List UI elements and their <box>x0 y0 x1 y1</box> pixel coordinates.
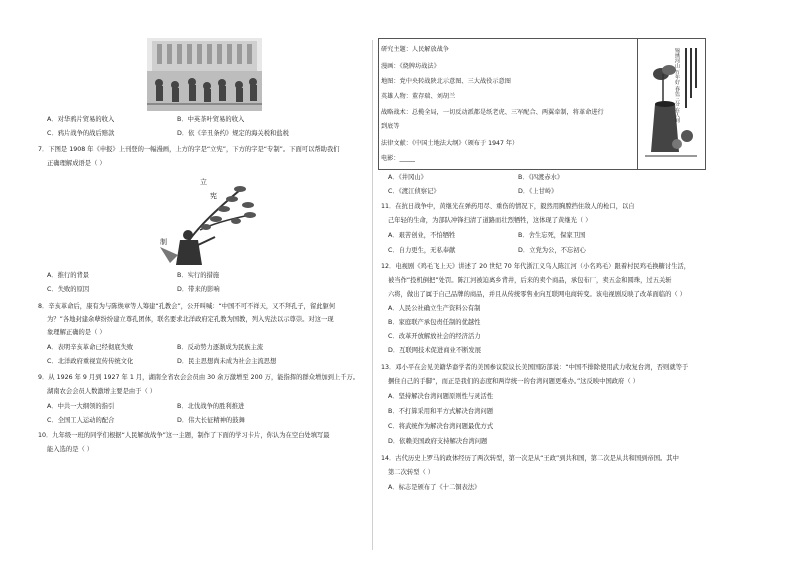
q11-option-b[interactable]: B．舍生忘死，保家卫国 <box>518 232 586 239</box>
card-row-strategy: 战略战术：总揽全局，一切反动派都是纸老虎、三军配合、两翼牵制，将革命进行 <box>381 109 604 116</box>
q9-option-d[interactable]: D．伟大长征精神的鼓舞 <box>177 417 245 424</box>
card-row-map: 地图：党中央转战陕北示意图、三大战役示意图 <box>381 78 511 85</box>
q12-stem-line2: 被当作“投机倒把”处罚。陈江河被迫离乡背井，后来的卖个商品，承包布厂，卖五金和圆珠，过五关斩 <box>388 277 672 284</box>
q13-option-d[interactable]: D．依赖美国政府支持解决台湾问题 <box>388 438 488 445</box>
cartoon-label-zhi: 制 <box>160 238 167 246</box>
q10-option-c[interactable]: C．《渡江侦察记》 <box>388 188 440 195</box>
q6-option-a[interactable]: A．对华鸦片贸易的收入 <box>47 116 115 123</box>
q12-option-c[interactable]: C．改革开放解放社会的经济活力 <box>388 333 481 340</box>
q12-option-a[interactable]: A．人民公社确立生产资料公有制 <box>388 305 481 312</box>
q8-stem-line2: 为？”各地封建余孽纷纷建立尊孔团体，联名要求北洋政府定孔教为国教，列入宪法以示尊崇。对这一现 <box>47 316 334 323</box>
card-row-law: 法律文献：《中国土地法大纲》（颁布于 1947 年） <box>381 140 519 147</box>
q11-stem-line1: 11．在抗日战争中，黄继光在弹药用尽、重伤的情况下，毅然用胸膛挡住敌人的枪口，以自 <box>381 203 635 210</box>
q9-stem-line1: 9．从 1926 年 9 月到 1927 年 1 月，湖南全省农会会员由 30 余万激增至 200 万，能指挥的群众增加到上千万。 <box>38 374 360 381</box>
q8-option-a[interactable]: A．表明辛亥革命已经彻底失败 <box>47 344 134 351</box>
q9-option-a[interactable]: A．中共一大纲领的指引 <box>47 403 115 410</box>
q11-stem-line2: 己年轻的生命，为部队冲锋扫清了道路而壮烈牺牲，这体现了黄继光（ ） <box>388 217 592 224</box>
q13-option-b[interactable]: B．不打算采用和平方式解决台湾问题 <box>388 408 494 415</box>
q8-option-c[interactable]: C．北洋政府重视宣传传统文化 <box>47 358 134 365</box>
q9-option-c[interactable]: C．全国工人运动的配合 <box>47 417 115 424</box>
card-row-strategy-cont: 到底等 <box>381 123 400 130</box>
q8-stem-line3: 象理解正确的是（ ） <box>47 329 106 336</box>
cartoon-label-xian: 宪 <box>210 192 217 200</box>
q14-stem-line2: 第二次转型（ ） <box>388 469 435 476</box>
q7-stem-line2: 正确理解成语是（ ） <box>47 160 106 167</box>
q10-option-b[interactable]: B．《四渡赤水》 <box>518 174 564 181</box>
q10-option-d[interactable]: D．《上甘岭》 <box>518 188 558 195</box>
q10-stem-line1: 10．九年级一班的同学们根据“人民解放战争”这一主题，制作了下面的学习卡片，你认为在空白处填写最 <box>38 432 330 439</box>
card-row-film: 电影：_____ <box>381 155 416 162</box>
constitution-cartoon <box>140 175 270 270</box>
q13-option-a[interactable]: A．坚持解决台湾问题原则性与灵活性 <box>388 393 494 400</box>
card-row-cartoon: 漫画：《烧牌坊战法》 <box>381 63 440 70</box>
q9-stem-line2: 湖南农会会员人数激增主要是由于（ ） <box>47 388 157 395</box>
engraving-illustration <box>147 38 262 111</box>
cartoon-label-li: 立 <box>200 178 207 186</box>
q12-option-d[interactable]: D．互联网技术促进商业不断发展 <box>388 347 482 354</box>
vase-painting-caption: 锦绣河山 万年好 春色三分 在人间 <box>674 48 680 123</box>
q14-stem-line1: 14．古代历史上罗马的政体经历了两次转型，第一次是从“王政”到共和国，第二次是从共和国到帝国。其中 <box>381 455 679 462</box>
q10-option-a[interactable]: A．《井冈山》 <box>388 174 427 181</box>
q8-stem-line1: 8．辛亥革命后，康有为与陈焕章等人筹建“孔教会”，公开叫喊：“中国不可不祥天，又不拜孔子，留此躯何 <box>38 303 336 310</box>
q9-option-b[interactable]: B．北伐战争的胜利推进 <box>177 403 245 410</box>
q12-option-b[interactable]: B．家庭联产承包责任制的优越性 <box>388 319 481 326</box>
q11-option-d[interactable]: D．立党为公，不忘初心 <box>518 247 586 254</box>
q6-option-b[interactable]: B．中英茶叶贸易的收入 <box>177 116 245 123</box>
q10-stem-line2: 能入选的是（ ） <box>47 446 94 453</box>
q13-stem-line1: 13．邓小平在会见美籍华裔学者的美国参议院议长美国国防部说：“中国不排除使用武力收复台湾，否则就等于 <box>381 364 689 371</box>
q6-option-d[interactable]: D．依《辛丑条约》规定的海关税和盐税 <box>177 130 289 137</box>
q7-option-d[interactable]: D．带来的影响 <box>177 286 220 293</box>
q6-option-c[interactable]: C．鸦片战争的战后赔款 <box>47 130 115 137</box>
q7-option-b[interactable]: B．实行的措施 <box>177 272 220 279</box>
vase-painting <box>641 44 701 162</box>
q12-stem-line3: 六将，做出了属于自己品牌的商品，并且从传统零售业向互联网电商转变。该电视剧反映了改革面临的（ ） <box>388 291 686 298</box>
q13-stem-line2: 捆住自己的手脚”，而正是我们的态度和两岸统一的台湾问题更难办。”这反映中国政府（ ） <box>388 378 639 385</box>
q12-stem-line1: 12．电视剧《鸡毛飞上天》讲述了 20 世纪 70 年代浙江义乌人陈江河（小名鸡毛）跟着村民鸡毛换糖讨生活， <box>381 263 691 270</box>
column-divider <box>372 40 373 550</box>
q8-option-d[interactable]: D．民主思想尚未成为社会主流思想 <box>177 358 277 365</box>
study-card <box>378 38 638 170</box>
q13-option-c[interactable]: C．将武统作为解决台湾问题最优方式 <box>388 423 494 430</box>
q7-option-c[interactable]: C．失败的原因 <box>47 286 90 293</box>
q11-option-a[interactable]: A．艰苦创业，不怕牺牲 <box>388 232 456 239</box>
q7-stem-line1: 7．下图是 1908 年《申报》上刊登的一幅漫画，上方的字是“立宪”，下方的字是“专制”。下面可以帮助我们 <box>38 146 340 153</box>
card-row-theme: 研究主题：人民解放战争 <box>381 46 450 53</box>
q7-option-a[interactable]: A．推行的背景 <box>47 272 90 279</box>
q11-option-c[interactable]: C．自力更生，无私奉献 <box>388 247 456 254</box>
q14-option-a[interactable]: A．标志是颁布了《十二铜表法》 <box>388 484 481 491</box>
q8-option-b[interactable]: B．反动势力逐渐成为民族主流 <box>177 344 264 351</box>
card-row-heroes: 英雄人物：董存瑞、刘胡兰 <box>381 93 456 100</box>
